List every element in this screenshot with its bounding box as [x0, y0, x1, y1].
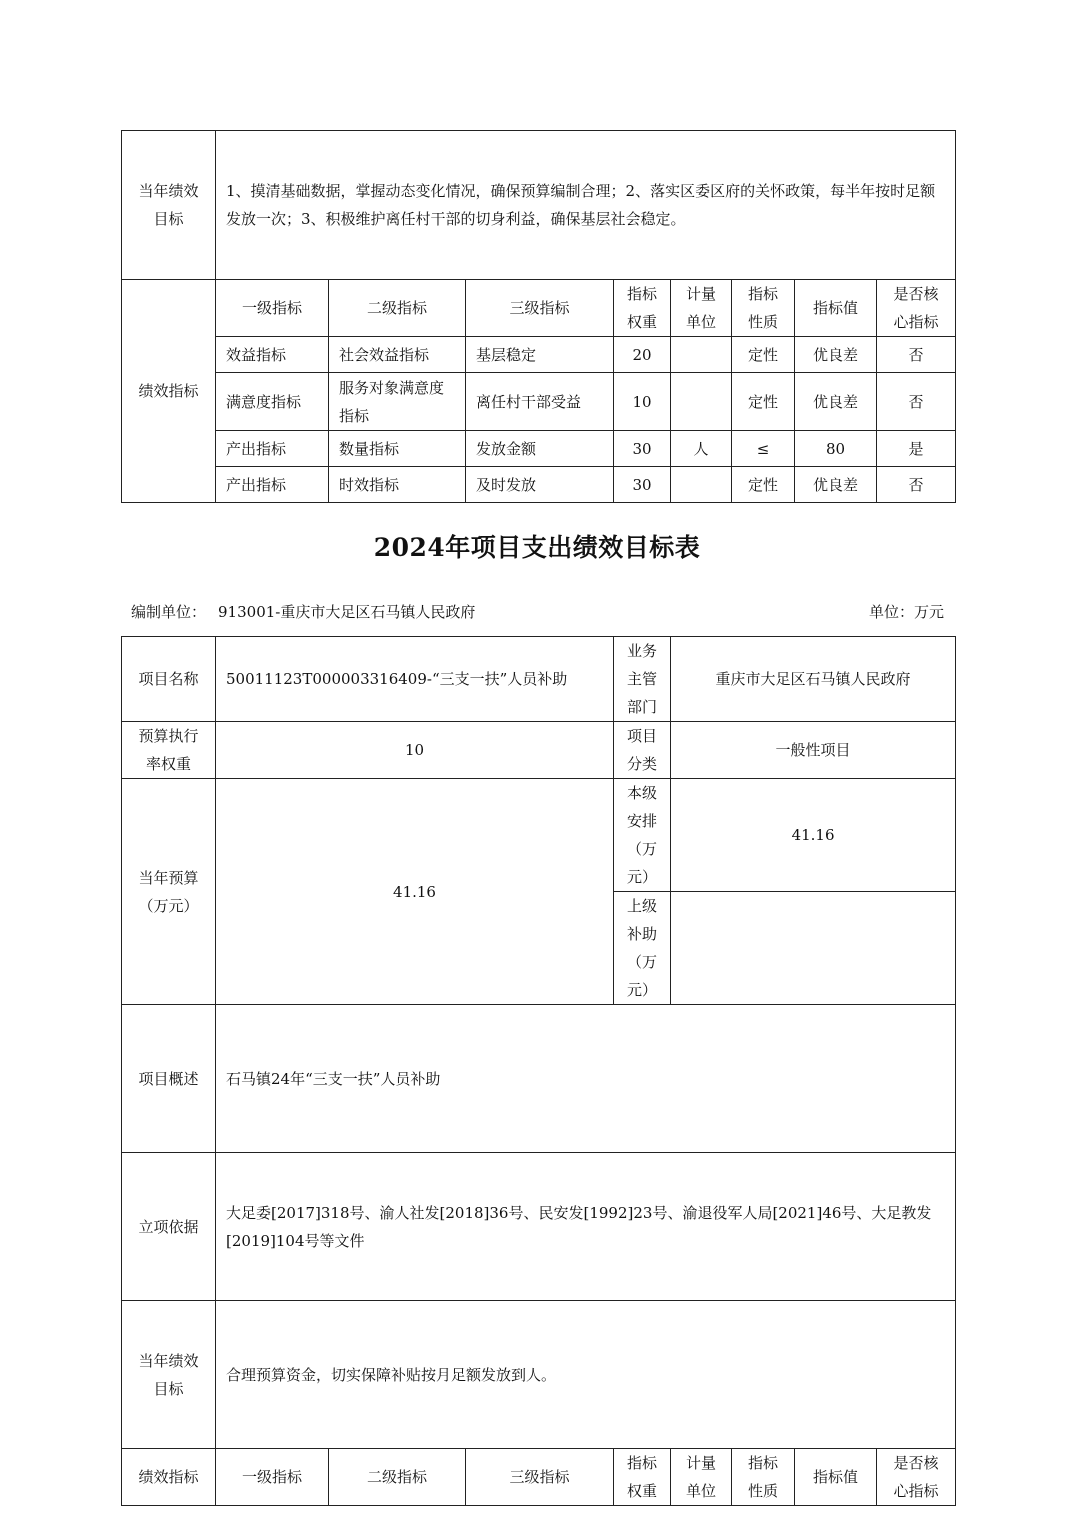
header-cell: 一级指标	[216, 1449, 329, 1506]
table-row	[122, 373, 956, 431]
cell: 否	[877, 467, 956, 503]
header-cell: 三级指标	[466, 280, 614, 337]
cell: 30	[614, 467, 671, 503]
perf-table-previous	[121, 130, 956, 503]
cell	[671, 467, 732, 503]
basis-label: 立项依据	[122, 1153, 216, 1301]
basis-value: 大足委[2017]318号、渝人社发[2018]36号、民安发[1992]23号、渝退役军人局[2021]46号、大足教发[2019]104号等文件	[216, 1153, 956, 1301]
header-cell: 一级指标	[216, 280, 329, 337]
cell: 10	[614, 373, 671, 431]
indicator-label: 绩效指标	[122, 1449, 216, 1506]
dept-value: 重庆市大足区石马镇人民政府	[671, 637, 956, 722]
header-cell: 是否核心指标	[877, 280, 956, 337]
header-cell: 指标权重	[614, 1449, 671, 1506]
dept-label: 业务主管部门	[614, 637, 671, 722]
cell: 30	[614, 431, 671, 467]
cell: 否	[877, 337, 956, 373]
header-cell: 指标值	[795, 280, 877, 337]
header-cell: 指标权重	[614, 280, 671, 337]
cell	[671, 373, 732, 431]
upper-label: 上级补助（万元）	[614, 892, 671, 1005]
cell	[671, 337, 732, 373]
cell: 优良差	[795, 373, 877, 431]
cell: 基层稳定	[466, 337, 614, 373]
cell: 及时发放	[466, 467, 614, 503]
cell: 发放金额	[466, 431, 614, 467]
cell: 优良差	[795, 337, 877, 373]
local-label: 本级安排（万元）	[614, 779, 671, 892]
cell: ≤	[732, 431, 795, 467]
compiling-unit	[131, 601, 475, 622]
cell: 优良差	[795, 467, 877, 503]
overview-label: 项目概述	[122, 1005, 216, 1153]
cell: 时效指标	[329, 467, 466, 503]
cell: 产出指标	[216, 431, 329, 467]
goal-value: 合理预算资金，切实保障补贴按月足额发放到人。	[216, 1301, 956, 1449]
exec-rate-label: 预算执行率权重	[122, 722, 216, 779]
currency-unit: 单位：万元	[868, 603, 944, 621]
table-row	[122, 431, 956, 467]
indicator-header-row	[122, 280, 956, 337]
cell: 产出指标	[216, 467, 329, 503]
category-label: 项目分类	[614, 722, 671, 779]
project-name-value: 50011123T000003316409-“三支一扶”人员补助	[216, 637, 614, 722]
compiling-unit-value: 913001-重庆市大足区石马镇人民政府	[218, 603, 476, 621]
perf-table-project	[121, 636, 956, 1506]
cell: 效益指标	[216, 337, 329, 373]
local-value: 41.16	[671, 779, 956, 892]
table-row	[122, 467, 956, 503]
indicator-header-row	[122, 1449, 956, 1506]
category-value: 一般性项目	[671, 722, 956, 779]
cell: 社会效益指标	[329, 337, 466, 373]
page-title: 2024年项目支出绩效目标表	[373, 533, 701, 562]
budget-label: 当年预算（万元）	[122, 779, 216, 1005]
exec-rate-value: 10	[216, 722, 614, 779]
header-cell: 指标性质	[732, 1449, 795, 1506]
goal-label: 当年绩效目标	[122, 131, 216, 280]
cell: 定性	[732, 373, 795, 431]
project-name-label: 项目名称	[122, 637, 216, 722]
cell: 定性	[732, 467, 795, 503]
header-cell: 二级指标	[329, 1449, 466, 1506]
goal-text: 1、摸清基础数据，掌握动态变化情况，确保预算编制合理；2、落实区委区府的关怀政策，每半年按时足额发放一次；3、积极维护离任村干部的切身利益，确保基层社会稳定。	[216, 131, 956, 280]
cell: 否	[877, 373, 956, 431]
goal-label: 当年绩效目标	[122, 1301, 216, 1449]
upper-value	[671, 892, 956, 1005]
cell: 满意度指标	[216, 373, 329, 431]
header-cell: 指标值	[795, 1449, 877, 1506]
header-cell: 计量单位	[671, 1449, 732, 1506]
cell: 人	[671, 431, 732, 467]
overview-value: 石马镇24年“三支一扶”人员补助	[216, 1005, 956, 1153]
header-cell: 计量单位	[671, 280, 732, 337]
table-row	[122, 337, 956, 373]
header-cell: 二级指标	[329, 280, 466, 337]
cell: 80	[795, 431, 877, 467]
cell: 定性	[732, 337, 795, 373]
header-cell: 三级指标	[466, 1449, 614, 1506]
header-cell: 是否核心指标	[877, 1449, 956, 1506]
cell: 服务对象满意度指标	[329, 373, 466, 431]
cell: 数量指标	[329, 431, 466, 467]
cell: 是	[877, 431, 956, 467]
indicator-label: 绩效指标	[122, 280, 216, 503]
header-cell: 指标性质	[732, 280, 795, 337]
cell: 离任村干部受益	[466, 373, 614, 431]
budget-value: 41.16	[216, 779, 614, 1005]
compiling-unit-label: 编制单位：	[131, 603, 207, 621]
cell: 20	[614, 337, 671, 373]
